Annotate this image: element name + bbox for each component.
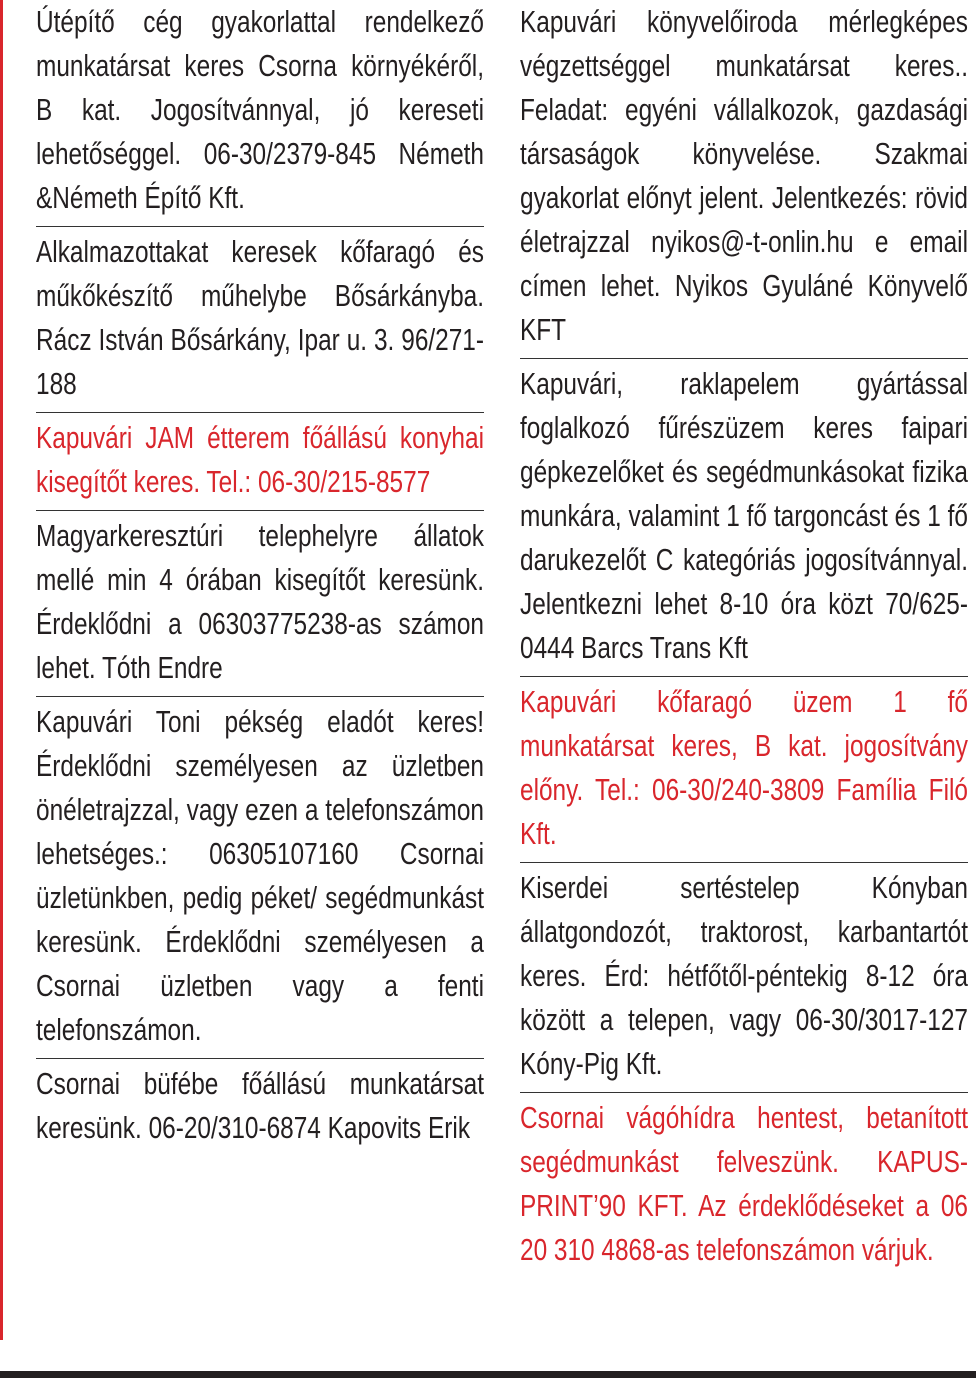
classified-ad: Kapuvári könyvelőiroda mérlegképes végzettséggel munkatársat keres.. Feladat: egyéni vállalkozok, gazdasági társaságok könyvelése. Szakmai gyakorlat előnyt jelent. Jelentkezés: rövid életrajzzal nyikos@-t-onlin.hu e email címen lehet. Nyikos Gyuláné Könyvelő KFT <box>520 0 968 359</box>
classified-ad: Útépítő cég gyakorlattal rendelkező munkatársat keres Csorna környékéről, B kat. Jogosítvánnyal, jó kereseti lehetőséggel. 06-30/2379-845 Németh &Németh Építő Kft. <box>36 0 484 227</box>
bottom-rule <box>0 1371 976 1378</box>
left-column <box>36 0 484 1156</box>
classified-ad: Magyarkeresztúri telephelyre állatok mellé min 4 órában kisegítőt keresünk. Érdeklődni a 06303775238-as számon lehet. Tóth Endre <box>36 511 484 697</box>
classified-ad: Kapuvári Toni pékség eladót keres! Érdeklődni személyesen az üzletben önéletrajzzal, vagy ezen a telefonszámon lehetséges.: 06305107160 Csornai üzletünkben, pedig péket/ segédmunkást keresünk. Érdeklődni személyesen a Csornai üzletben vagy a fenti telefonszámon. <box>36 697 484 1059</box>
classified-ad-highlighted: Kapuvári JAM étterem főállású konyhai kisegítőt keres. Tel.: 06-30/215-8577 <box>36 413 484 511</box>
classified-ad-highlighted: Csornai vágóhídra hentest, betanított segédmunkást felveszünk. KAPUS-PRINT’90 KFT. Az érdeklődéseket a 06 20 310 4868-as telefonszámon várjuk. <box>520 1101 968 1267</box>
right-column <box>520 0 968 1278</box>
classified-ad: Csornai büfébe főállású munkatársat keresünk. 06-20/310-6874 Kapovits Erik <box>36 1067 484 1145</box>
classified-ad: Alkalmazottakat keresek kőfaragó és műkőkészítő műhelybe Bősárkányba. Rácz István Bősárkány, Ipar u. 3. 96/271-188 <box>36 227 484 413</box>
classified-ad: Kiserdei sertéstelep Kónyban állatgondozót, traktorost, karbantartót keres. Érd: hétfőtől-péntekig 8-12 óra között a telepen, vagy 06-30/3017-127 Kóny-Pig Kft. <box>520 863 968 1093</box>
classified-ad: Kapuvári, raklapelem gyártással foglalkozó fűrészüzem keres faipari gépkezelőket és segédmunkásokat fizika munkára, valamint 1 fő targoncást és 1 fő darukezelőt C kategóriás jogosítvánnyal. Jelentkezni lehet 8-10 óra közt 70/625-0444 Barcs Trans Kft <box>520 359 968 677</box>
left-margin-rule <box>0 0 3 1340</box>
classified-ad-highlighted: Kapuvári kőfaragó üzem 1 fő munkatársat keres, B kat. jogosítvány előny. Tel.: 06-30/240-3809 Família Filó Kft. <box>520 677 968 863</box>
